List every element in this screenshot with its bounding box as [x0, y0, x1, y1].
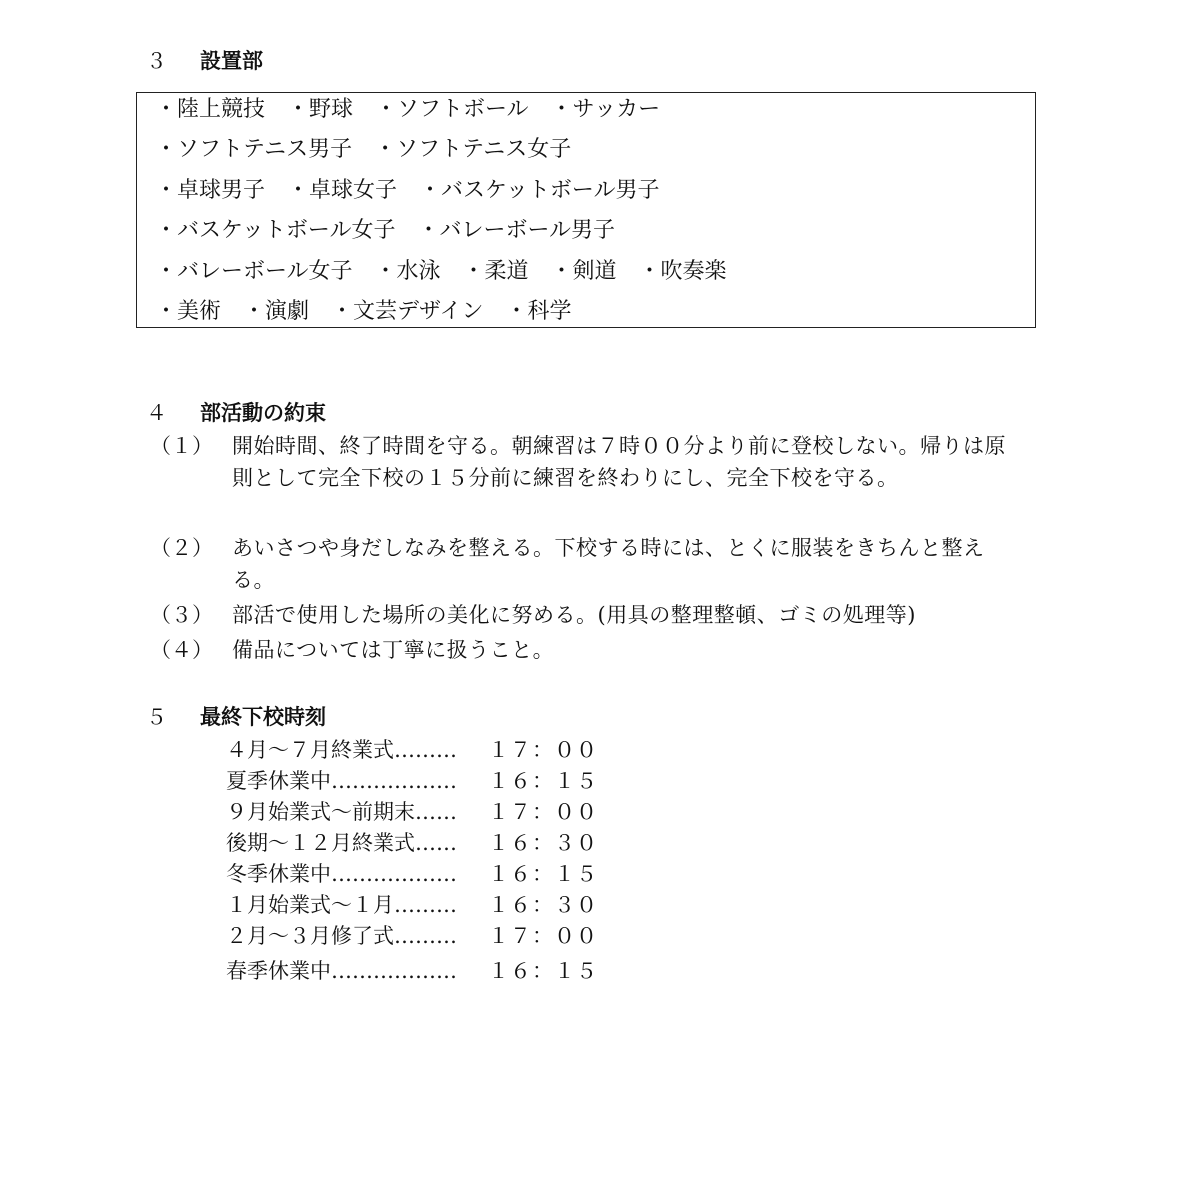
- section4-number: ４: [146, 401, 167, 425]
- schedule-row: [226, 860, 598, 888]
- schedule-period: １月始業式～１月………: [226, 893, 457, 917]
- rule-number: （４）: [150, 638, 213, 662]
- schedule-time: １６：３０: [488, 893, 598, 917]
- rule-text: 開始時間、終了時間を守る。朝練習は７時００分より前に登校しない。帰りは原則として完全下校の１５分前に練習を終わりにし、完全下校を守る。: [232, 434, 1006, 490]
- schedule-time: １７：００: [488, 800, 598, 824]
- rule-item: [150, 532, 1030, 596]
- rule-number: （２）: [150, 536, 213, 560]
- schedule-row: [226, 829, 598, 857]
- rule-item: [150, 599, 1030, 631]
- section3-title: 設置部: [200, 49, 263, 73]
- section3-number: ３: [146, 49, 167, 73]
- section5-heading: [146, 703, 326, 731]
- section3-heading: [146, 47, 263, 75]
- section4-title: 部活動の約束: [200, 401, 326, 425]
- schedule-row: [226, 957, 598, 985]
- rule-item: [150, 634, 1030, 666]
- schedule-time: １６：１５: [488, 862, 598, 886]
- schedule-time: １６：３０: [488, 831, 598, 855]
- club-list-box: [136, 92, 1036, 328]
- schedule-time: １６：１５: [488, 959, 598, 983]
- schedule-row: [226, 767, 598, 795]
- club-list-line: ・美術 ・演劇 ・文芸デザイン ・科学: [155, 299, 572, 324]
- club-list-line: ・バスケットボール女子 ・バレーボール男子: [155, 218, 616, 243]
- schedule-period: ２月～３月修了式………: [226, 924, 457, 948]
- rule-item: [150, 430, 1030, 526]
- club-list-line: ・陸上競技 ・野球 ・ソフトボール ・サッカー: [155, 97, 661, 122]
- rule-text: 備品については丁寧に扱うこと。: [232, 638, 555, 662]
- schedule-row: [226, 891, 598, 919]
- rule-text: あいさつや身だしなみを整える。下校する時には、とくに服装をきちんと整える。: [232, 536, 985, 592]
- section5-number: ５: [146, 705, 167, 729]
- schedule-time: １６：１５: [488, 769, 598, 793]
- schedule-period: 後期～１２月終業式……: [226, 831, 457, 855]
- club-list-line: ・ソフトテニス男子 ・ソフトテニス女子: [155, 137, 572, 162]
- rule-number: （３）: [150, 603, 213, 627]
- schedule-time: １７：００: [488, 738, 598, 762]
- rule-text: 部活で使用した場所の美化に努める。(用具の整理整頓、ゴミの処理等): [232, 603, 916, 627]
- section4-heading: [146, 399, 326, 427]
- schedule-row: [226, 922, 598, 950]
- schedule-period: 春季休業中………………: [226, 959, 457, 983]
- rule-number: （１）: [150, 434, 213, 458]
- schedule-period: ９月始業式～前期末……: [226, 800, 457, 824]
- schedule-time: １７：００: [488, 924, 598, 948]
- club-list-line: ・バレーボール女子 ・水泳 ・柔道 ・剣道 ・吹奏楽: [155, 259, 727, 284]
- section5-title: 最終下校時刻: [200, 705, 326, 729]
- schedule-period: 夏季休業中………………: [226, 769, 457, 793]
- schedule-period: 冬季休業中………………: [226, 862, 457, 886]
- schedule-row: [226, 798, 598, 826]
- schedule-period: ４月～７月終業式………: [226, 738, 457, 762]
- schedule-row: [226, 736, 598, 764]
- club-list-line: ・卓球男子 ・卓球女子 ・バスケットボール男子: [155, 178, 660, 203]
